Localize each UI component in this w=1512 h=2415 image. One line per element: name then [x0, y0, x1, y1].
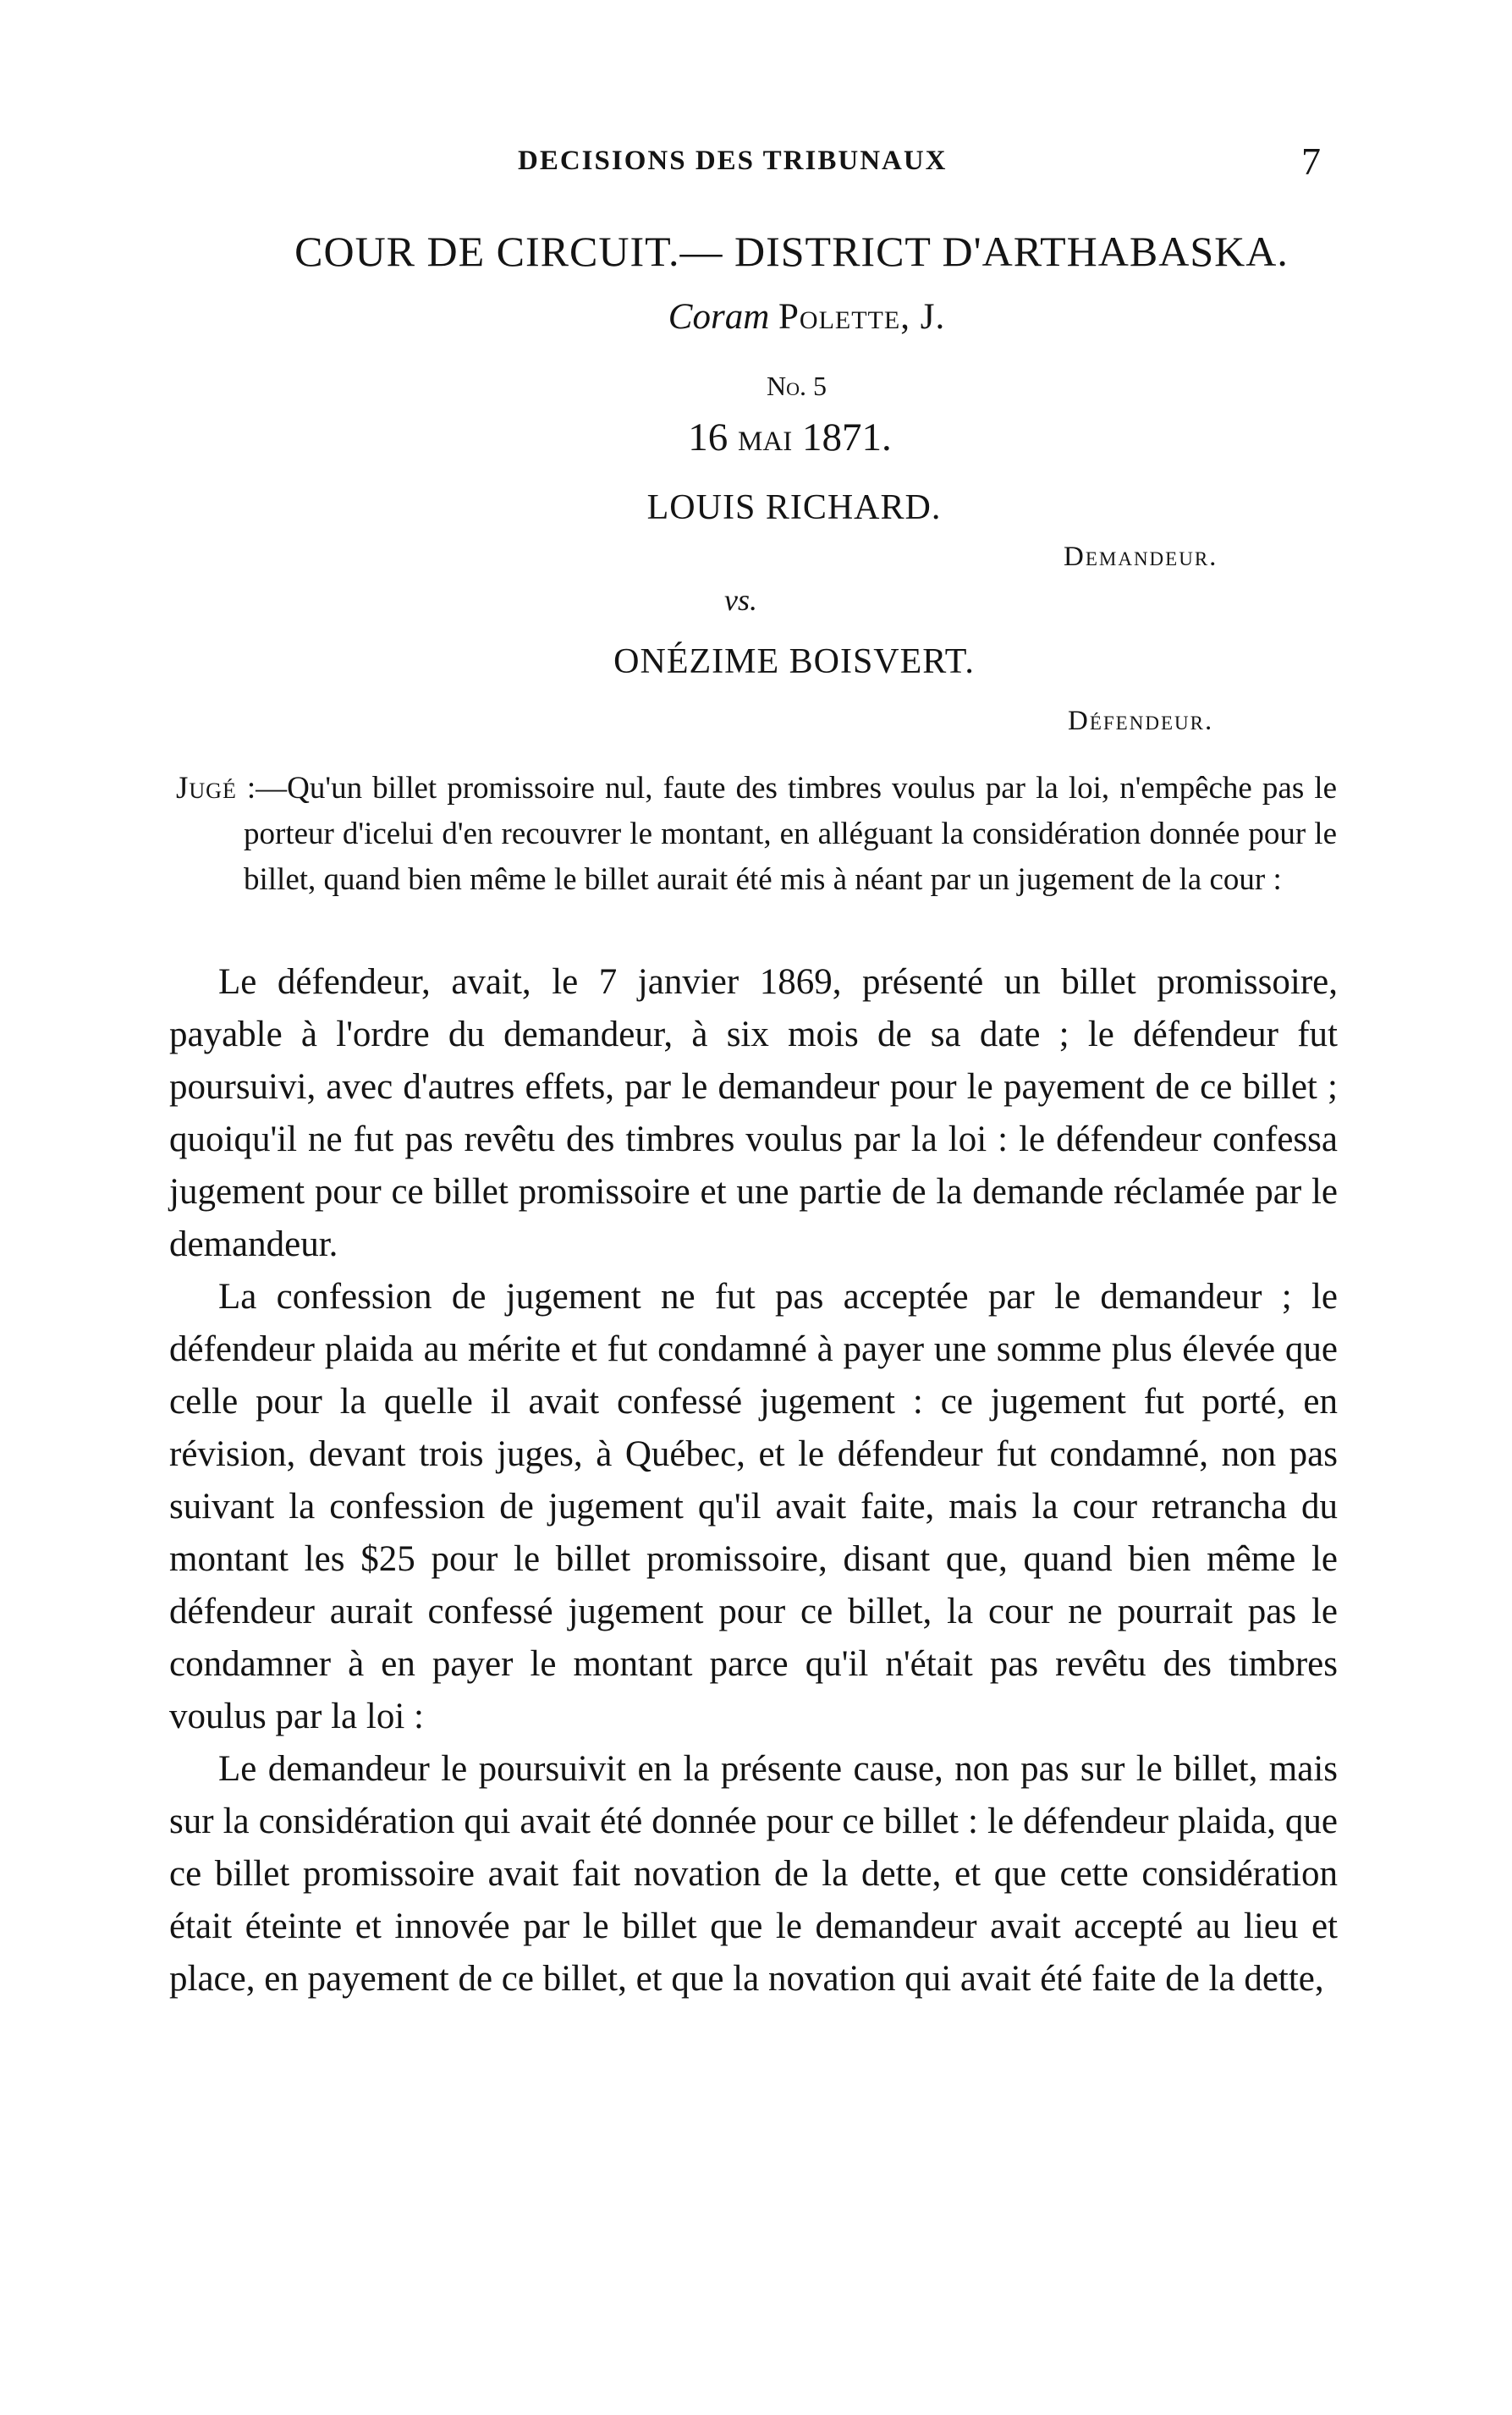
paragraph-procedure: La confession de jugement ne fut pas acceptée par le demandeur ; le défendeur plaida au mérite et fut condamné à payer une somme plus élevée que celle pour la quelle il avait confessé jugement : ce jugement fut porté, en révision, devant trois juges, à Québec, et le défendeur fut condamné, non pas suivant la confession de jugement qu'il avait faite, mais la cour retrancha du montant les $25 pour le billet promissoire, disant que, quand bien même le défendeur aurait confessé jugement pour ce billet, la cour ne pourrait pas le condamner à en payer le montant parce qu'il n'était pas revêtu des timbres voulus par la loi :	[169, 1277, 1338, 1736]
body-text	[169, 956, 1338, 2005]
holding-text: :—Qu'un billet promissoire nul, faute des timbres voulus par la loi, n'empêche pas le porteur d'icelui d'en recouvrer le montant, en alléguant la considération donnée pour le billet, quand bien même le billet aurait été mis à néant par un jugement de la cour :	[244, 771, 1337, 897]
plaintiff-name: LOUIS RICHARD.	[646, 488, 942, 527]
holding-label: Jugé	[176, 771, 237, 806]
coram-line	[0, 296, 1512, 338]
running-head	[0, 140, 1512, 196]
page-number: 7	[1301, 140, 1321, 183]
running-title: DECISIONS DES TRIBUNAUX	[518, 146, 948, 176]
paragraph-present-suit: Le demandeur le poursuivit en la présente cause, non pas sur le billet, mais sur la considération qui avait été donnée pour ce billet : le défendeur plaida, que ce billet promissoire avait fait novation de la dette, et que cette considération était éteinte et innovée par le billet que le demandeur avait accepté au lieu et place, en payement de ce billet, et que la novation qui avait été faite de la dette,	[169, 1749, 1338, 1999]
defendant-role: Défendeur.	[1068, 706, 1214, 736]
holding-summary	[176, 766, 1337, 903]
court-title: COUR DE CIRCUIT.— DISTRICT D'ARTHABASKA.	[294, 228, 1289, 275]
versus-label: vs.	[724, 583, 757, 617]
coram-word: Coram	[668, 297, 770, 337]
case-number: No. 5	[767, 371, 827, 401]
defendant-name: ONÉZIME BOISVERT.	[613, 642, 975, 681]
coram-judge: Polette, J.	[778, 297, 946, 337]
paragraph-facts: Le défendeur, avait, le 7 janvier 1869, présenté un billet promissoire, payable à l'ordre du demandeur, à six mois de sa date ; le défendeur fut poursuivi, avec d'autres effets, par le demandeur pour le payement de ce billet ; quoiqu'il ne fut pas revêtu des timbres voulus par la loi : le défendeur confessa jugement pour ce billet promissoire et une partie de la demande réclamée par le demandeur.	[169, 962, 1338, 1264]
plaintiff-role: Demandeur.	[1064, 542, 1218, 572]
case-date: 16 mai 1871.	[688, 415, 892, 459]
